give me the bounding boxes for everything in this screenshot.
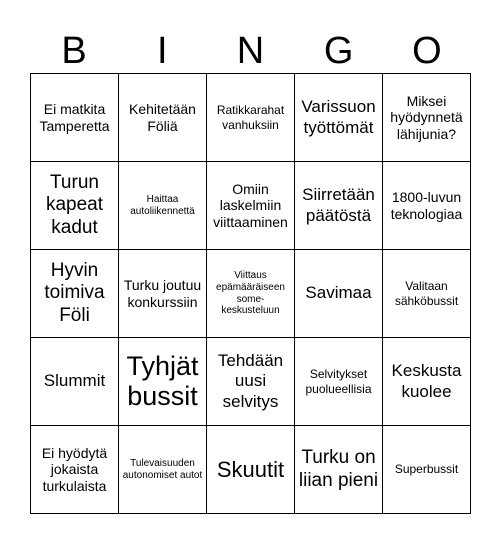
- bingo-cell[interactable]: Selvitykset puolueellisia: [295, 338, 383, 426]
- bingo-cell[interactable]: Tyhjät bussit: [119, 338, 207, 426]
- bingo-cell[interactable]: Varissuon työttömät: [295, 74, 383, 162]
- bingo-cell[interactable]: Ei hyödytä jokaista turkulaista: [31, 426, 119, 514]
- bingo-cell[interactable]: Haittaa autoliikennettä: [119, 162, 207, 250]
- bingo-cell[interactable]: Tehdään uusi selvitys: [207, 338, 295, 426]
- header-letter-g: G: [323, 30, 354, 72]
- bingo-cell[interactable]: Tulevaisuuden autonomiset autot: [119, 426, 207, 514]
- bingo-cell[interactable]: Viittaus epämääräiseen some-keskusteluun: [207, 250, 295, 338]
- bingo-cell[interactable]: Superbussit: [383, 426, 471, 514]
- bingo-cell[interactable]: Skuutit: [207, 426, 295, 514]
- bingo-cell[interactable]: Turun kapeat kadut: [31, 162, 119, 250]
- bingo-cell[interactable]: Hyvin toimiva Föli: [31, 250, 119, 338]
- header-letter-n: N: [236, 30, 265, 72]
- bingo-cell[interactable]: Siirretään päätöstä: [295, 162, 383, 250]
- bingo-cell[interactable]: Ratikkarahat vanhuksiin: [207, 74, 295, 162]
- bingo-cell[interactable]: Valitaan sähköbussit: [383, 250, 471, 338]
- bingo-cell[interactable]: Keskusta kuolee: [383, 338, 471, 426]
- bingo-cell[interactable]: Savimaa: [295, 250, 383, 338]
- bingo-cell[interactable]: Turku on liian pieni: [295, 426, 383, 514]
- bingo-cell[interactable]: Omiin laskelmiin viittaaminen: [207, 162, 295, 250]
- header-letter-b: B: [61, 30, 87, 72]
- header-letter-o: O: [412, 30, 442, 72]
- bingo-cell[interactable]: 1800-luvun teknologiaa: [383, 162, 471, 250]
- bingo-grid: [30, 73, 471, 514]
- bingo-cell[interactable]: Kehitetään Föliä: [119, 74, 207, 162]
- bingo-cell[interactable]: Miksei hyödynnetä lähijunia?: [383, 74, 471, 162]
- header-letter-i: I: [157, 30, 168, 72]
- bingo-cell[interactable]: Ei matkita Tamperetta: [31, 74, 119, 162]
- bingo-cell[interactable]: Turku joutuu konkurssiin: [119, 250, 207, 338]
- bingo-header: [30, 28, 471, 74]
- bingo-cell[interactable]: Slummit: [31, 338, 119, 426]
